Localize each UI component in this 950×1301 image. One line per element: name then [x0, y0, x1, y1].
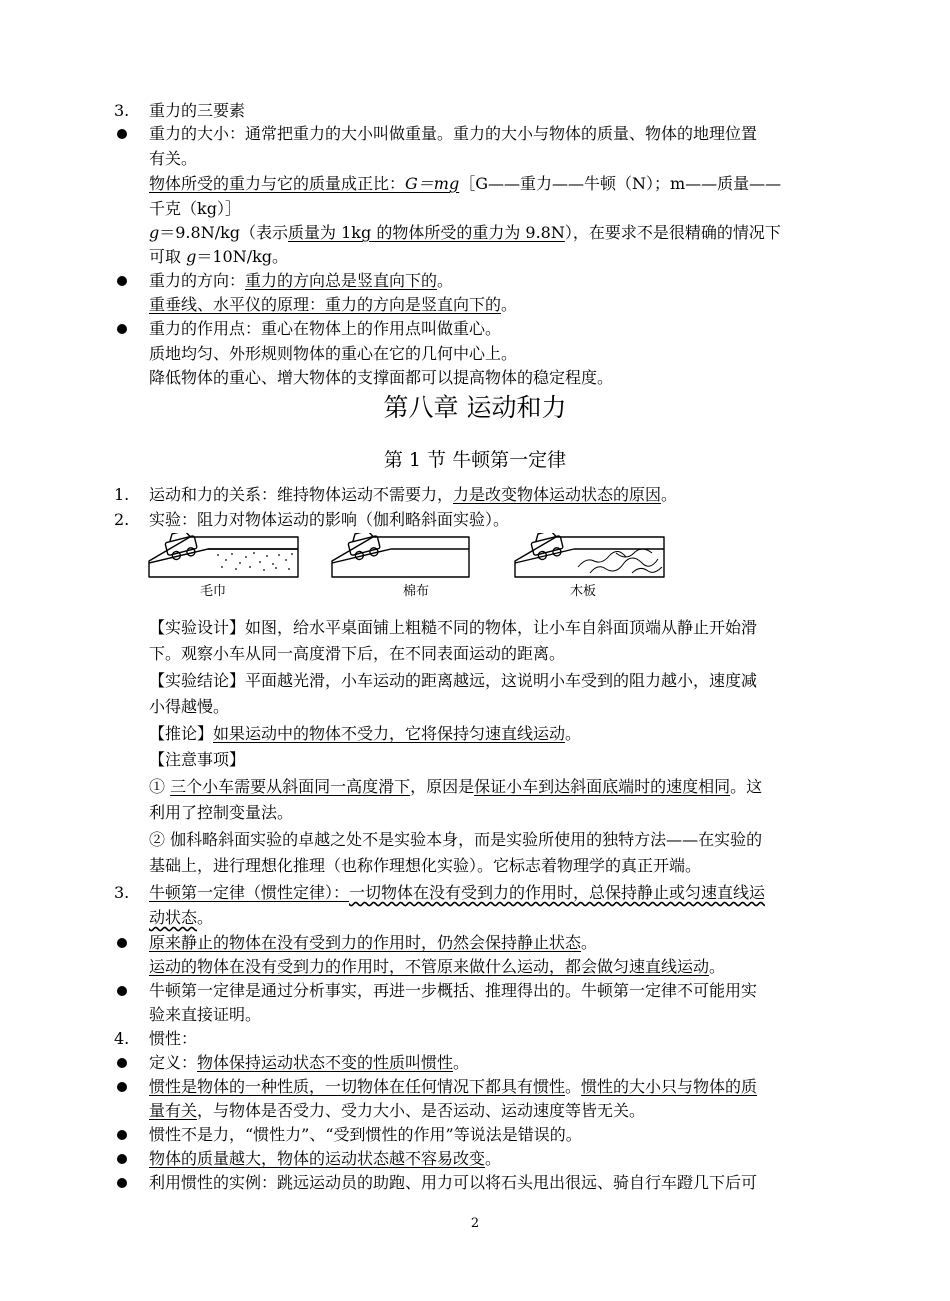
text-line: 【注意事项】	[149, 750, 246, 769]
text-line: 千克（kg）］	[149, 199, 241, 218]
text: 。	[581, 933, 598, 952]
text-line: 有关。	[149, 149, 198, 168]
text: 。这	[730, 777, 763, 796]
underlined-text: 运动的物体在没有受到力的作用时，不管原来做什么运动，都会做匀速直线运动	[149, 957, 710, 976]
bullet-icon	[117, 1130, 127, 1140]
underlined-text: 三个小车需要从斜面同一高度滑下	[170, 777, 411, 796]
wavy-underlined-text: 一切物体在没有受到力的作用时，总保持静止或匀速直线运	[349, 883, 766, 902]
item-heading: 重力的三要素	[149, 101, 246, 120]
text-line	[149, 294, 517, 316]
underlined-text: 重垂线、水平仪的原理：重力的方向是竖直向下的	[149, 295, 502, 314]
list-number: 2.	[114, 510, 130, 529]
text: 。	[661, 485, 678, 504]
text-line: 重力的大小：通常把重力的大小叫做重量。重力的大小与物体的质量、物体的地理位置	[149, 124, 758, 143]
text: 重力的方向：	[149, 271, 246, 290]
underlined-text: 惯性的大小只与物体的质	[581, 1077, 758, 1096]
text-line: 下。观察小车从同一高度滑下后，在不同表面运动的距离。	[149, 644, 566, 663]
text: ＝10N/kg。	[196, 247, 289, 266]
text-line: 降低物体的重心、增大物体的支撑面都可以提高物体的稳定程度。	[149, 368, 614, 387]
text: 运动和力的关系：维持物体运动不需要力，	[149, 485, 454, 504]
text: 。	[565, 1077, 582, 1096]
text-line: 牛顿第一定律是通过分析事实，再进一步概括、推理得出的。牛顿第一定律不可能用实	[149, 981, 758, 1000]
text: 。	[437, 271, 454, 290]
underlined-text: 重力的方向总是竖直向下的	[245, 271, 438, 290]
list-number: 4.	[114, 1029, 130, 1048]
underlined-text: 惯性是物体的一种性质，一切物体在任何情况下都具有惯性	[149, 1077, 566, 1096]
incline-board-diagram	[515, 533, 664, 577]
text-line	[149, 270, 453, 292]
text: 定义：	[149, 1053, 198, 1072]
page-number: 2	[470, 1216, 480, 1231]
section-title: 第 1 节 牛顿第一定律	[383, 449, 567, 471]
text-line: 质地均匀、外形规则物体的重心在它的几何中心上。	[149, 344, 518, 363]
text-line: 利用惯性的实例：跳远运动员的助跑、用力可以将石头甩出很远、骑自行车蹬几下后可	[149, 1173, 758, 1192]
bullet-icon	[117, 1178, 127, 1188]
text: 。	[501, 295, 518, 314]
figure-caption: 棉布	[403, 584, 430, 599]
text: 。	[453, 1053, 470, 1072]
underlined-text: 如果运动中的物体不受力，它将保持匀速直线运动	[213, 724, 566, 743]
text-line	[149, 956, 725, 978]
chapter-title: 第八章 运动和力	[383, 393, 567, 422]
symbol: g	[186, 247, 197, 266]
text-line	[149, 907, 213, 929]
formula-line	[149, 173, 781, 195]
text: 【推论】	[149, 724, 214, 743]
text-line: 基础上，进行理想化推理（也称作理想化实验）。它标志着物理学的真正开端。	[149, 856, 702, 875]
text-line	[149, 776, 762, 798]
bullet-icon	[117, 938, 127, 948]
list-number: 3.	[114, 101, 130, 120]
text-line	[149, 1100, 645, 1122]
symbol: g	[149, 223, 160, 242]
text-line	[149, 484, 677, 506]
text-line	[149, 932, 597, 954]
bullet-icon	[117, 1154, 127, 1164]
text-line: 惯性：	[149, 1029, 198, 1048]
underlined-text: 保证小车到达斜面底端时的速度相同	[474, 777, 731, 796]
text-line: 小得越慢。	[149, 697, 230, 716]
text-line	[149, 1076, 757, 1098]
incline-cotton-diagram	[332, 533, 469, 577]
bullet-icon	[117, 276, 127, 286]
text-line	[149, 1052, 469, 1074]
figure-caption: 毛巾	[200, 584, 227, 599]
text-line	[149, 882, 765, 904]
text-line	[149, 1148, 501, 1170]
text-line: 重力的作用点：重心在物体上的作用点叫做重心。	[149, 319, 502, 338]
bullet-icon	[117, 1082, 127, 1092]
text-line: ② 伽科略斜面实验的卓越之处不是实验本身，而是实验所使用的独特方法——在实验的	[149, 830, 763, 849]
text-line	[149, 723, 581, 745]
bullet-icon	[117, 129, 127, 139]
text: 。	[197, 908, 214, 927]
underlined-text: 原来静止的物体在没有受到力的作用时，仍然会保持静止状态	[149, 933, 582, 952]
text-line: 验来直接证明。	[149, 1005, 262, 1024]
text-line: 【实验结论】平面越光滑，小车运动的距离越远，这说明小车受到的阻力越小，速度减	[149, 671, 758, 690]
text: ），在要求不是很精确的情况下	[564, 223, 781, 242]
wavy-underlined-text: 动状态	[149, 908, 198, 927]
text: ，原因是	[410, 777, 475, 796]
text-line: 【实验设计】如图，给水平桌面铺上粗糙不同的物体，让小车自斜面顶端从静止开始滑	[149, 618, 758, 637]
text-line: 惯性不是力，“惯性力”、“受到惯性的作用”等说法是错误的。	[149, 1125, 582, 1144]
formula: G＝mg	[405, 174, 460, 193]
text: 。	[709, 957, 726, 976]
underlined-text: 物体所受的重力与它的质量成正比：	[149, 174, 406, 193]
text: 可取	[149, 247, 187, 266]
bullet-icon	[117, 1058, 127, 1068]
underlined-text: 质量为 1kg 的物体所受的重力为 9.8N	[288, 223, 565, 242]
bullet-icon	[117, 986, 127, 996]
text: ，与物体是否受力、受力大小、是否运动、运动速度等皆无关。	[197, 1101, 646, 1120]
bullet-icon	[117, 324, 127, 334]
text: ＝9.8N/kg（表示	[159, 223, 289, 242]
text: 。	[565, 724, 582, 743]
text: 。	[485, 1149, 502, 1168]
incline-towel-diagram	[149, 533, 298, 577]
text-line: 实验：阻力对物体运动的影响（伽利略斜面实验）。	[149, 510, 510, 529]
list-number: 3.	[114, 883, 130, 902]
underlined-text: 物体的质量越大，物体的运动状态越不容易改变	[149, 1149, 486, 1168]
text: ①	[149, 777, 171, 796]
list-number: 1.	[114, 485, 130, 504]
underlined-text: 牛顿第一定律（惯性定律）：	[149, 883, 350, 902]
figure-caption: 木板	[570, 584, 597, 599]
text: ［G——重力——牛顿（N）；m——质量——	[459, 174, 782, 193]
underlined-text: 力是改变物体运动状态的原因	[453, 485, 662, 504]
text-line: 利用了控制变量法。	[149, 803, 294, 822]
text-line	[149, 246, 288, 268]
underlined-text: 物体保持运动状态不变的性质叫惯性	[197, 1053, 454, 1072]
underlined-text: 量有关	[149, 1101, 198, 1120]
text-line	[149, 222, 781, 244]
